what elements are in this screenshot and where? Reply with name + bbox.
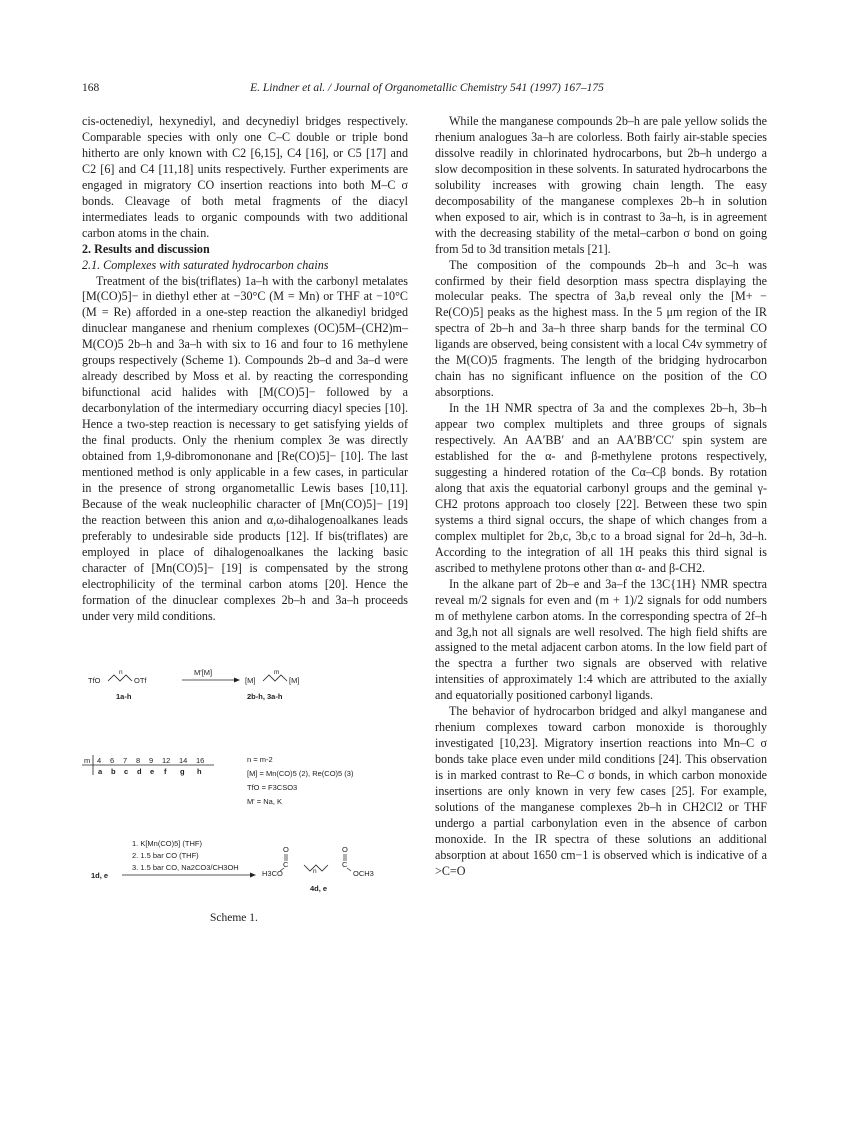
- subsection-heading: 2.1. Complexes with saturated hydrocarbon chains: [82, 257, 329, 272]
- scheme-start-compound: 1d, e: [91, 870, 109, 880]
- scheme-product-m: m: [274, 668, 280, 676]
- scheme-note-2: TfO = F3CSO3: [247, 782, 298, 792]
- scheme-1: [82, 655, 408, 955]
- scheme-reagent: M'[M]: [194, 667, 213, 677]
- scheme-letter-7: h: [197, 766, 202, 776]
- scheme-ester-c-left: C: [283, 859, 289, 869]
- scheme-m-1: 6: [110, 755, 115, 765]
- scheme-product-right: [M]: [289, 675, 300, 685]
- scheme-start-n: n: [119, 668, 123, 676]
- scheme-m-6: 14: [179, 755, 188, 765]
- right-paragraph-2: The composition of the compounds 2b–h and 3c–h was confirmed by their field desorption mass spectra displaying the molecular peaks. The spectra of 3a,b reveal only the [M+ − Re(CO)5] peaks as the highest mass. In the 5 μm region of the IR spectra of 2b–h and 3a–h three sharp bands for the terminal CO ligands are observed, being consistent with a local C4v symmetry of the M(CO)5 fragments. The length of the bridging hydrocarbon chain has no significant influence on the position of the CO absorptions.: [435, 257, 767, 400]
- scheme-ester-right: OCH3: [353, 868, 374, 878]
- left-column: [82, 114, 408, 955]
- scheme-note-1: [M] = Mn(CO)5 (2), Re(CO)5 (3): [247, 768, 354, 778]
- scheme-step-3: 3. 1.5 bar CO, Na2CO3/CH3OH: [132, 862, 239, 872]
- scheme-caption: Scheme 1.: [210, 911, 258, 924]
- scheme-note-3: M' = Na, K: [247, 796, 282, 806]
- right-paragraph-4: In the alkane part of 2b–e and 3a–f the 13C{1H} NMR spectra reveal m/2 signals for even and (m + 1)/2 signals for odd numbers m of methylene carbon atoms. In the corresponding spectra of 2f–h and 3g,h not all signals are well resolved. The high field shifts are assigned to the metal adjacent carbon atoms. In the low field part of the spectra a further two signals are observed with relative intensities of approximately 1:4 which are attributed to the axially and equatorially positioned carbonyl ligands.: [435, 576, 767, 703]
- scheme-start-right: OTf: [134, 675, 147, 685]
- scheme-m-3: 8: [136, 755, 141, 765]
- scheme-m-2: 7: [123, 755, 128, 765]
- scheme-start-left: TfO: [88, 675, 101, 685]
- right-column: [435, 114, 767, 880]
- scheme-letter-2: c: [124, 766, 129, 776]
- scheme-ester-c-right: C: [342, 859, 348, 869]
- scheme-product-label: 2b-h, 3a-h: [247, 691, 283, 701]
- scheme-ester-o-right: O: [342, 844, 348, 854]
- right-paragraph-1: While the manganese compounds 2b–h are pale yellow solids the rhenium analogues 3a–h are colorless. Both fairly air-stable species dissolve readily in chlorinated hydrocarbons, but 2b–h undergo a slow decomposition in these solvents. In saturated hydrocarbons the solubility increases with growing chain length. The easy decomposability of the manganese complexes 2b–h in solution when exposed to air, which is in contrast to 3a–h, is in agreement with the decreasing stability of the metal–carbon σ bond on going from 5d to 3d transition metals [21].: [435, 114, 767, 256]
- intro-paragraph: cis-octenediyl, hexynediyl, and decynediyl bridges respectively. Comparable species with only one C–C double or triple bond hitherto are only known with C2 [6,15], C4 [16], or C5 [17] and C2 [6] and C4 [11,18] units respectively. Further experiments are engaged in migratory CO insertion reactions into both M–C σ bonds. Cleavage of both metal fragments of the diacyl intermediates leads to organic compounds with two additional carbon atoms in the chain.: [82, 114, 408, 240]
- scheme-ester-left: H3CO: [262, 868, 283, 878]
- section-heading: 2. Results and discussion: [82, 241, 210, 256]
- scheme-table-m-header: m: [84, 755, 91, 765]
- scheme-start-label: 1a-h: [116, 691, 132, 701]
- scheme-step-2: 2. 1.5 bar CO (THF): [132, 850, 199, 860]
- right-paragraph-3: In the 1H NMR spectra of 3a and the complexes 2b–h, 3b–h appear two complex multiplets and three groups of signals respectively. An AA′BB′ and an AA′BB′CC′ spin system are established for the α- and β-methylene protons respectively, suggesting a hindered rotation of the Cα–Cβ bonds. By rotation along that axis the equatorial carbonyl groups and the geminal γ-CH2 protons approach too closely [22]. Between these two spin systems a third signal occurs, the shape of which changes from a complex multiplet for 2b,c, 3b,c to a broad signal for 2d–h, 3d–h. According to the integration of all 1H peaks this third signal is ascribed to methylene protons other than α- and β-CH2.: [435, 401, 767, 575]
- scheme-ester-label: 4d, e: [310, 883, 328, 893]
- scheme-ester-o-left: O: [283, 844, 289, 854]
- scheme-ester-n: n: [313, 867, 317, 875]
- scheme-letter-4: e: [150, 766, 155, 776]
- scheme-m-5: 12: [162, 755, 171, 765]
- right-paragraph-5: The behavior of hydrocarbon bridged and alkyl manganese and rhenium complexes toward carbon monoxide is thoroughly investigated [10,23]. Migratory insertion reactions into Mn–C σ bonds take place even under mild conditions [24]. This observation is in marked contrast to Re–C σ bonds, in which carbon monoxide insertions are only known in very few cases [25]. For example, solutions of the manganese complexes 2b–h in CH2Cl2 or THF undergo a partial carbonylation even in the absence of carbon monoxide. In the IR spectra of these solutions an additional absorption at about 1650 cm−1 is observed which is indicative of a >C=O: [435, 704, 767, 878]
- scheme-step-1: 1. K[Mn(CO)5] (THF): [132, 838, 203, 848]
- scheme-letter-5: f: [164, 766, 167, 776]
- running-header: [82, 82, 772, 98]
- running-head-citation: E. Lindner et al. / Journal of Organometallic Chemistry 541 (1997) 167–175: [250, 82, 604, 94]
- scheme-letter-1: b: [111, 766, 116, 776]
- scheme-product-left: [M]: [245, 675, 256, 685]
- scheme-note-0: n = m-2: [247, 754, 273, 764]
- scheme-letter-0: a: [98, 766, 103, 776]
- scheme-m-0: 4: [97, 755, 102, 765]
- page-number: 168: [82, 82, 100, 94]
- scheme-letter-6: g: [180, 766, 185, 776]
- scheme-letter-3: d: [137, 766, 142, 776]
- results-paragraph-1: Treatment of the bis(triflates) 1a–h with the carbonyl metalates [M(CO)5]− in diethyl ether at −30°C (M = Mn) or THF at −10°C (M = Re) afforded in a one-step reaction the alkanediyl bridged dinuclear manganese and rhenium complexes (OC)5M–(CH2)m–M(CO)5 2b–h and 3a–h with six to 16 and four to 16 methylene groups respectively (Scheme 1). Compounds 2b–d and 3a–d were already described by Moss et al. by reacting the corresponding bifunctional acid halides with [M(CO)5]− followed by a decarbonylation of the intermediary occurring diacyl species [10]. Hence a two-step reaction is necessary to get satisfying yields of the final products. Only the rhenium complex 3e was directly obtained from 1,9-dibromononane and [Re(CO)5]− [10]. The last mentioned method is only applicable in a few cases, in particular in the presence of strong organometallic Lewis bases [10,11]. Because of the weak nucleophilic character of [Mn(CO)5]− [19] the reaction between this anion and α,ω-dihalogenoalkanes leads preferably to undesirable side products [12]. If bis(triflates) are employed in place of dihalogenoalkanes the lacking basic character of [Mn(CO)5]− [19] is compensated by the strong electrophilicity of the terminal carbon atoms [20]. Hence the formation of the dinuclear complexes 2b–h and 3a–h proceeds under very mild conditions.: [82, 273, 408, 623]
- scheme-m-7: 16: [196, 755, 205, 765]
- scheme-m-4: 9: [149, 755, 154, 765]
